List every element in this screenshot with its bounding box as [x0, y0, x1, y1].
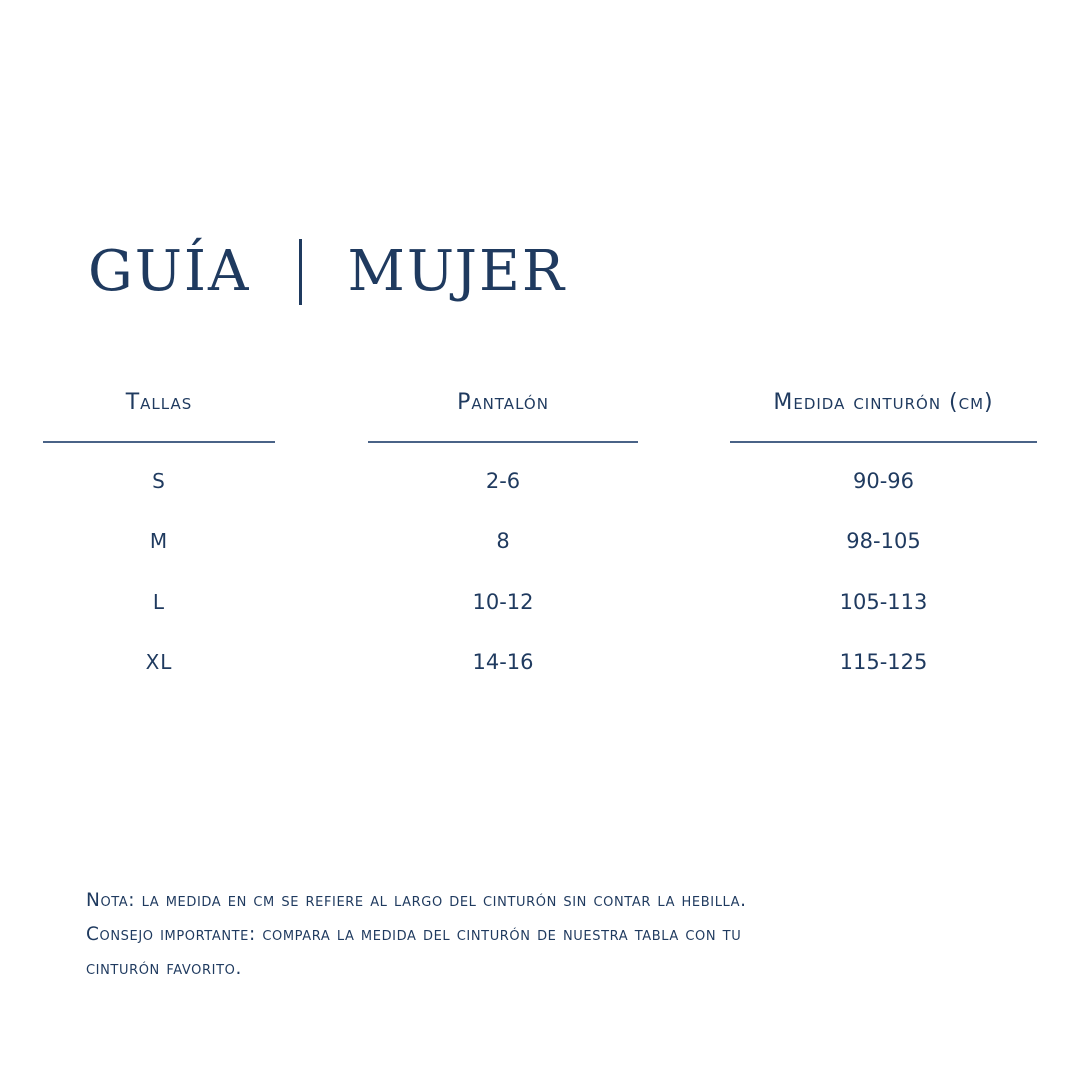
table-header — [0, 390, 1080, 422]
header-medida-cinturon: Medida cinturón (cm) — [773, 390, 994, 415]
header-rule-medida — [730, 441, 1037, 443]
title-divider — [299, 239, 302, 305]
title-guia: GUÍA — [88, 239, 251, 304]
header-rule-tallas — [43, 441, 275, 443]
header-tallas: Tallas — [125, 390, 193, 415]
pantalon-cell: 8 — [496, 529, 510, 553]
note-text: Nota: la medida en cm se refiere al largo del cinturón sin contar la hebilla. — [86, 890, 747, 911]
cinturon-cell: 115-125 — [839, 650, 928, 674]
page-title — [88, 232, 566, 312]
size-cell: S — [152, 469, 166, 493]
tip-text-continued: cinturón favorito. — [86, 958, 242, 979]
cinturon-cell: 98-105 — [846, 529, 921, 553]
notes — [86, 884, 1026, 986]
title-mujer: MUJER — [347, 239, 567, 304]
pantalon-cell: 10-12 — [472, 590, 534, 614]
pantalon-cell: 2-6 — [485, 469, 521, 493]
cinturon-cell: 90-96 — [852, 469, 915, 493]
header-pantalon: Pantalón — [457, 390, 549, 415]
size-cell: M — [149, 529, 169, 553]
size-cell: XL — [145, 650, 173, 674]
header-rule-pantalon — [368, 441, 638, 443]
size-cell: L — [152, 590, 166, 614]
tip-text: Consejo importante: compara la medida del cinturón de nuestra tabla con tu — [86, 924, 742, 945]
pantalon-cell: 14-16 — [472, 650, 534, 674]
cinturon-cell: 105-113 — [839, 590, 928, 614]
